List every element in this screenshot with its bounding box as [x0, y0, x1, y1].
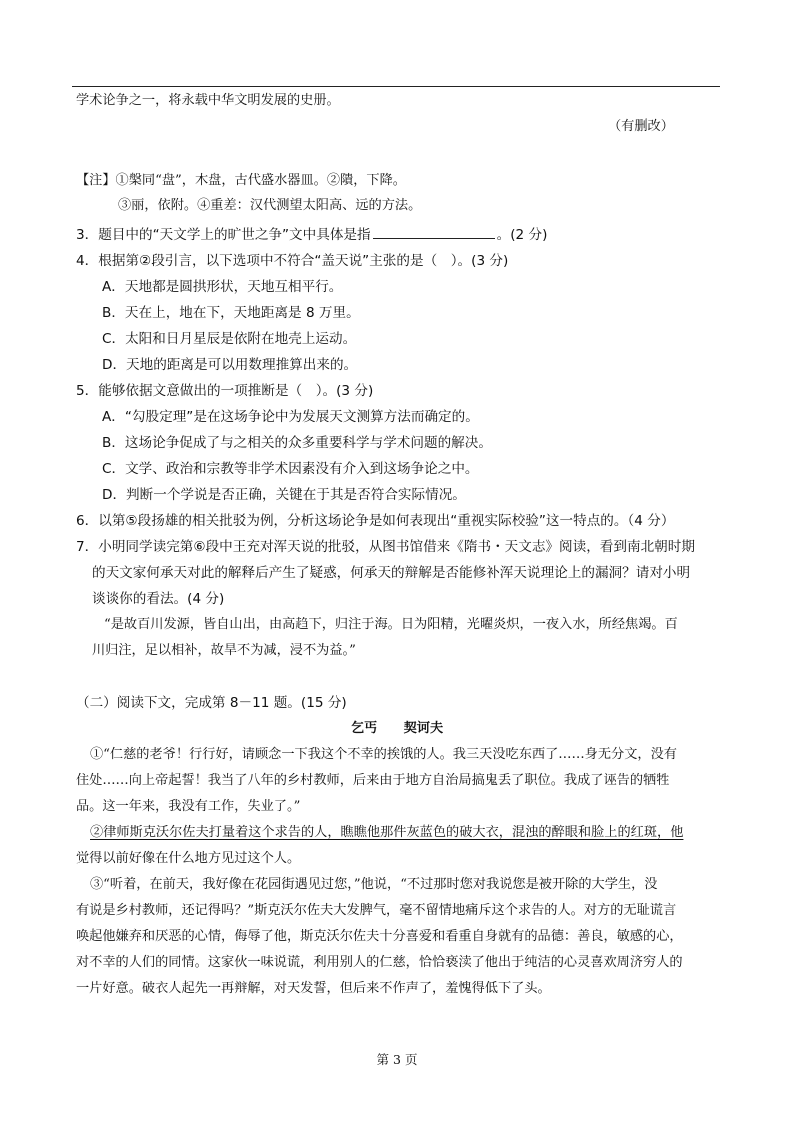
question-5-option-d: D．判断一个学说是否正确，关键在于其是否符合实际情况。 — [102, 487, 466, 503]
paragraph-3-line-5: 一片好意。破衣人起先一再辩解，对天发誓，但后来不作声了，羞愧得低下了头。 — [76, 981, 551, 996]
question-7-quote-2: 川归注，足以相补，故旱不为减，浸不为益。” — [92, 643, 356, 658]
paragraph-3-line-4: 对不幸的人们的同情。这家伙一味说谎，利用别人的仁慈，恰恰亵渎了他出于纯洁的心灵喜欢周济穷人的 — [76, 955, 683, 970]
answer-blank[interactable] — [373, 226, 495, 239]
question-4-option-b: B．天在上，地在下，天地距离是 8 万里。 — [102, 305, 360, 321]
question-7-line-2: 的天文家何承天对此的解释后产生了疑惑，何承天的辩解是否能修补浑天说理论上的漏洞？请对小明 — [92, 565, 691, 581]
question-4-stem: 4．根据第②段引言，以下选项中不符合“盖天说”主张的是（ ）。(3 分) — [76, 253, 509, 269]
notes-line-2: ③丽，依附。④重差：汉代测望太阳高、远的方法。 — [118, 198, 422, 213]
paragraph-3-line-2: 有说是乡村教师，还记得吗？”斯克沃尔佐夫大发脾气，毫不留情地痛斥这个求告的人。对方的无耻谎言 — [76, 903, 677, 918]
notes-line-1: 【注】①槃同“盘”，木盘，古代盛水器皿。②隤，下降。 — [76, 173, 406, 188]
paragraph-2-line-1: ②律师斯克沃尔佐夫打量着这个求告的人，瞧瞧他那件灰蓝色的破大衣，混浊的醉眼和脸上的红斑，他 — [90, 825, 684, 840]
paragraph-1-line-3: 品。这一年来，我没有工作，失业了。” — [76, 799, 301, 814]
paragraph-1-line-2: 住处……向上帝起誓！我当了八年的乡村教师，后来由于地方自治局搞鬼丢了职位。我成了诬告的牺牲 — [76, 773, 670, 788]
question-3 — [76, 226, 547, 244]
paragraph-3-line-1: ③“听着，在前天，我好像在花园街遇见过您，”他说，“不过那时您对我说您是被开除的大学生，没 — [90, 877, 658, 892]
top-divider — [72, 86, 720, 87]
paragraph-2-line-2: 觉得以前好像在什么地方见过这个人。 — [76, 851, 301, 866]
question-7-line-3: 谈谈你的看法。(4 分) — [92, 591, 225, 607]
question-5-option-b: B．这场论争促成了与之相关的众多重要科学与学术问题的解决。 — [102, 435, 492, 451]
question-5-option-a: A．“勾股定理”是在这场争论中为发展天文测算方法而确定的。 — [102, 409, 479, 425]
story-title: 乞丐 契诃夫 — [350, 721, 444, 736]
question-5-stem: 5．能够依据文意做出的一项推断是（ ）。(3 分) — [76, 383, 374, 399]
paragraph-1-line-1: ①“仁慈的老爷！行行好，请顾念一下我这个不幸的挨饿的人。我三天没吃东西了……身无分文，没有 — [90, 747, 677, 762]
source-note: （有删改） — [608, 119, 674, 134]
page-number: 第 3 页 — [376, 1052, 418, 1067]
question-6: 6．以第⑤段扬雄的相关批驳为例，分析这场论争是如何表现出“重视实际校验”这一特点的。（4 分） — [76, 513, 675, 529]
paragraph-3-line-3: 唤起他嫌弃和厌恶的心情，侮辱了他，斯克沃尔佐夫十分喜爱和看重自身就有的品德：善良，敏感的心， — [76, 929, 683, 944]
question-3-stem: 3．题目中的“天文学上的旷世之争”文中具体是指 — [76, 227, 371, 243]
passage-tail: 学术论争之一，将永载中华文明发展的史册。 — [76, 93, 340, 108]
question-4-option-c: C．太阳和日月星辰是依附在地壳上运动。 — [102, 331, 357, 347]
question-3-score: 。(2 分) — [496, 227, 548, 243]
question-4-option-a: A．天地都是圆拱形状，天地互相平行。 — [102, 279, 343, 295]
question-7-line-1: 7．小明同学读完第⑥段中王充对浑天说的批驳，从图书馆借来《隋书・天文志》阅读，看到南北朝时期 — [76, 539, 695, 555]
section-2-heading: （二）阅读下文，完成第 8－11 题。(15 分) — [76, 695, 347, 711]
question-4-option-d: D．天地的距离是可以用数理推算出来的。 — [102, 357, 358, 373]
question-7-quote-1: “是故百川发源，皆自山出，由高趋下，归注于海。日为阳精，光曜炎炽，一夜入水，所经焦竭。百 — [104, 617, 678, 632]
question-5-option-c: C．文学、政治和宗教等非学术因素没有介入到这场争论之中。 — [102, 461, 479, 477]
